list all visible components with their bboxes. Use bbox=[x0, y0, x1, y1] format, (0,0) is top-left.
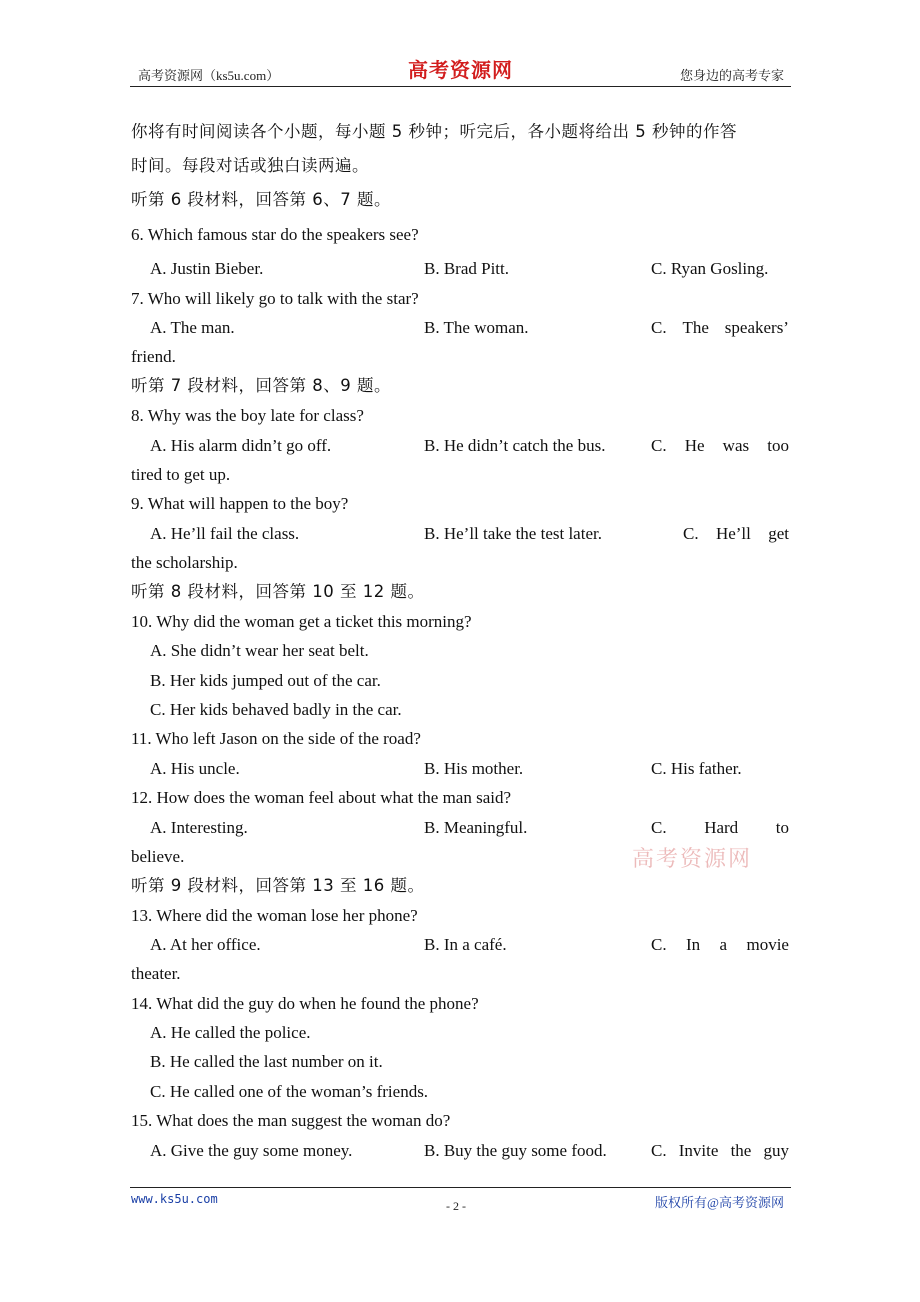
option-c-word: guy bbox=[763, 1141, 789, 1160]
question-11-stem: 11. Who left Jason on the side of the road? bbox=[131, 729, 421, 748]
question-12-option-a: A. Interesting. bbox=[150, 818, 248, 837]
footer-divider bbox=[130, 1187, 791, 1188]
section-heading-9: 听第 9 段材料，回答第 13 至 16 题。 bbox=[131, 876, 425, 895]
question-6-option-b: B. Brad Pitt. bbox=[424, 259, 510, 278]
header-logo: 高考资源网 bbox=[408, 60, 513, 82]
question-9-option-c bbox=[683, 524, 789, 544]
option-c-word: The bbox=[682, 318, 709, 337]
option-c-word: was bbox=[722, 436, 750, 455]
option-c-word: In bbox=[685, 935, 701, 954]
watermark-logo: 高考资源网 bbox=[632, 846, 753, 871]
option-c-word: movie bbox=[746, 935, 789, 954]
question-7-stem: 7. Who will likely go to talk with the star? bbox=[131, 289, 419, 308]
question-8-option-a: A. His alarm didn’t go off. bbox=[150, 436, 332, 455]
header-slogan: 您身边的高考专家 bbox=[679, 68, 784, 83]
question-15-option-b: B. Buy the guy some food. bbox=[424, 1141, 607, 1160]
question-11-option-b: B. His mother. bbox=[424, 759, 524, 778]
question-13-option-b: B. In a café. bbox=[424, 935, 507, 954]
question-8-option-c-continued: tired to get up. bbox=[131, 465, 231, 484]
question-14-stem: 14. What did the guy do when he found the phone? bbox=[131, 994, 479, 1013]
option-c-word: a bbox=[719, 935, 728, 954]
question-12-stem: 12. How does the woman feel about what the man said? bbox=[131, 788, 512, 807]
option-c-word: to bbox=[775, 818, 789, 837]
question-12-option-c bbox=[651, 818, 789, 838]
question-13-option-a: A. At her office. bbox=[150, 935, 261, 954]
section-heading-8: 听第 8 段材料，回答第 10 至 12 题。 bbox=[131, 582, 425, 601]
option-c-word: He bbox=[684, 436, 705, 455]
intro-line-2: 时间。每段对话或独白读两遍。 bbox=[131, 156, 369, 175]
option-c-word: C. bbox=[651, 318, 667, 337]
option-c-word: the bbox=[730, 1141, 752, 1160]
footer-site-link[interactable]: www.ks5u.com bbox=[131, 1192, 218, 1206]
question-12-option-b: B. Meaningful. bbox=[424, 818, 528, 837]
option-c-word: speakers’ bbox=[724, 318, 789, 337]
option-c-word: Hard bbox=[704, 818, 739, 837]
option-c-word: C. bbox=[651, 1141, 667, 1160]
footer-copyright: 版权所有@高考资源网 bbox=[655, 1195, 784, 1210]
question-6-stem: 6. Which famous star do the speakers see? bbox=[131, 225, 419, 244]
page-number: - 2 - bbox=[446, 1199, 466, 1213]
question-14-option-a: A. He called the police. bbox=[150, 1023, 311, 1042]
question-8-option-c bbox=[651, 436, 789, 456]
question-10-option-c: C. Her kids behaved badly in the car. bbox=[150, 700, 402, 719]
option-c-word: C. bbox=[651, 436, 667, 455]
question-15-option-c bbox=[651, 1141, 789, 1161]
question-7-option-c bbox=[651, 318, 789, 338]
question-9-option-a: A. He’ll fail the class. bbox=[150, 524, 300, 543]
question-10-stem: 10. Why did the woman get a ticket this morning? bbox=[131, 612, 472, 631]
header-divider bbox=[130, 86, 791, 87]
question-15-stem: 15. What does the man suggest the woman do? bbox=[131, 1111, 451, 1130]
question-15-option-a: A. Give the guy some money. bbox=[150, 1141, 353, 1160]
option-c-word: C. bbox=[651, 818, 667, 837]
option-c-word: C. bbox=[683, 524, 699, 543]
question-7-option-c-continued: friend. bbox=[131, 347, 176, 366]
option-c-word: too bbox=[767, 436, 789, 455]
question-13-stem: 13. Where did the woman lose her phone? bbox=[131, 906, 418, 925]
question-9-option-c-continued: the scholarship. bbox=[131, 553, 238, 572]
option-c-word: Invite bbox=[678, 1141, 719, 1160]
question-11-option-a: A. His uncle. bbox=[150, 759, 240, 778]
intro-line-1: 你将有时间阅读各个小题，每小题 5 秒钟；听完后，各小题将给出 5 秒钟的作答 bbox=[131, 122, 737, 141]
question-14-option-c: C. He called one of the woman’s friends. bbox=[150, 1082, 429, 1101]
option-c-word: He’ll bbox=[715, 524, 751, 543]
question-7-option-b: B. The woman. bbox=[424, 318, 529, 337]
header-site-name: 高考资源网（ks5u.com） bbox=[138, 68, 280, 83]
option-c-word: C. bbox=[651, 935, 667, 954]
section-heading-6: 听第 6 段材料，回答第 6、7 题。 bbox=[131, 190, 391, 209]
question-13-option-c-continued: theater. bbox=[131, 964, 181, 983]
question-11-option-c: C. His father. bbox=[651, 759, 742, 778]
question-8-option-b: B. He didn’t catch the bus. bbox=[424, 436, 606, 455]
question-8-stem: 8. Why was the boy late for class? bbox=[131, 406, 364, 425]
question-6-option-a: A. Justin Bieber. bbox=[150, 259, 264, 278]
question-9-option-b: B. He’ll take the test later. bbox=[424, 524, 602, 543]
question-7-option-a: A. The man. bbox=[150, 318, 235, 337]
question-6-option-c: C. Ryan Gosling. bbox=[651, 259, 769, 278]
question-10-option-b: B. Her kids jumped out of the car. bbox=[150, 671, 381, 690]
question-14-option-b: B. He called the last number on it. bbox=[150, 1052, 383, 1071]
question-13-option-c bbox=[651, 935, 789, 955]
option-c-word: get bbox=[768, 524, 789, 543]
section-heading-7: 听第 7 段材料，回答第 8、9 题。 bbox=[131, 376, 391, 395]
question-12-option-c-continued: believe. bbox=[131, 847, 185, 866]
question-10-option-a: A. She didn’t wear her seat belt. bbox=[150, 641, 369, 660]
question-9-stem: 9. What will happen to the boy? bbox=[131, 494, 349, 513]
